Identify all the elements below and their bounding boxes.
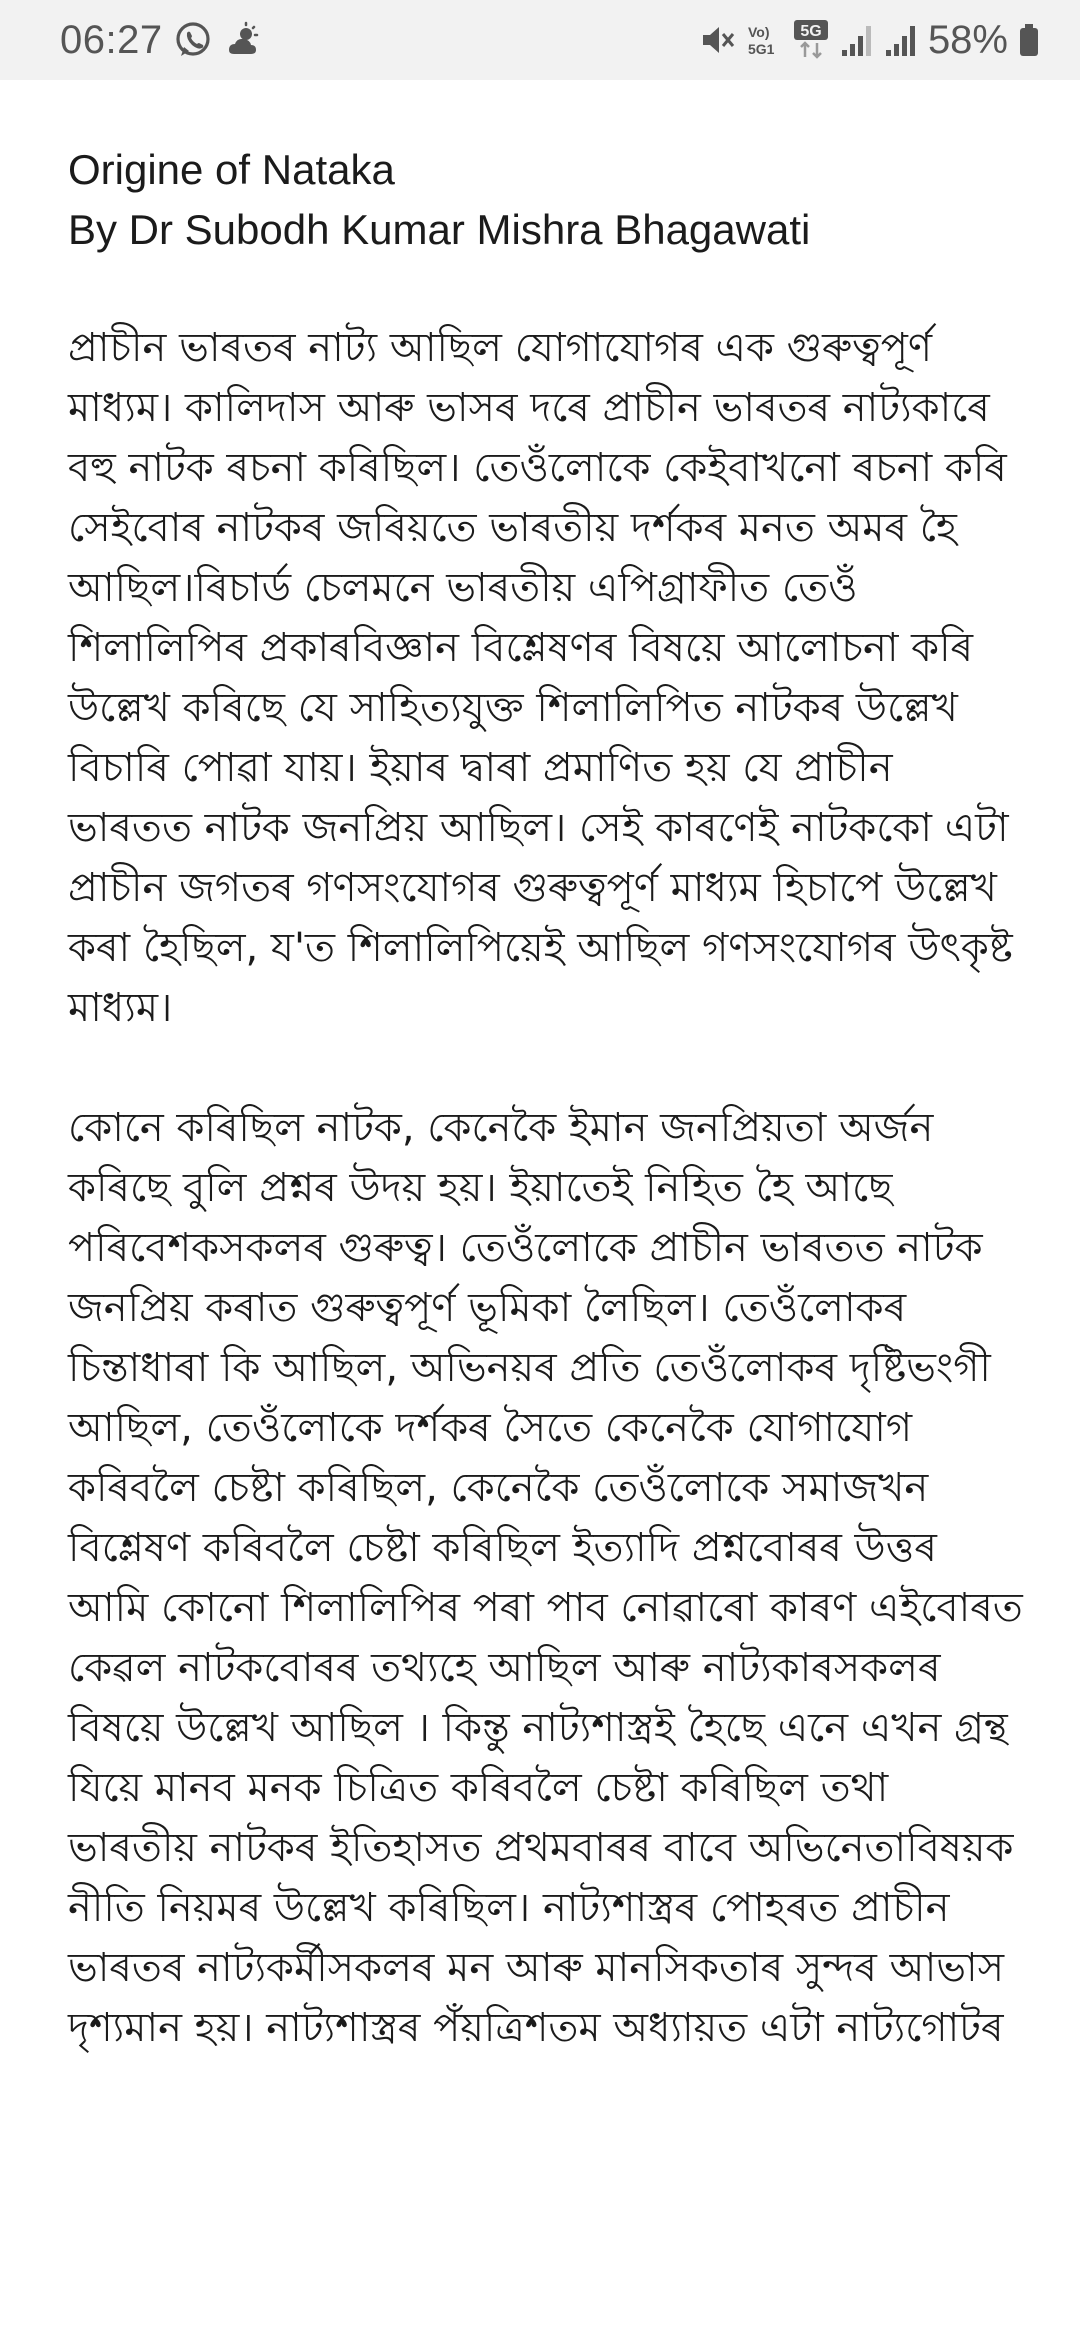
signal-icon [840,20,874,60]
whatsapp-icon [173,20,213,60]
5g-badge-label: 5G [800,23,822,40]
status-bar [0,0,1080,80]
article-title: Origine of Nataka [68,146,395,193]
weather-icon [223,20,263,60]
article-paragraph-1: প্ৰাচীন ভাৰতৰ নাট্য আছিল যোগাযোগৰ এক গুৰুত্বপূৰ্ণ মাধ্যম। কালিদাস আৰু ভাসৰ দৰে প্ৰাচীন ভাৰতৰ নাট্যকাৰে বহু নাটক ৰচনা কৰিছিল। তেওঁলোকে কেইবাখনো ৰচনা কৰি সেইবোৰ নাটকৰ জৰিয়তে ভাৰতীয় দৰ্শকৰ মনত অমৰ হৈ আছিল।ৰিচাৰ্ড চেলমনে ভাৰতীয় এপিগ্ৰাফীত তেওঁ শিলালিপিৰ প্ৰকাৰবিজ্ঞান বিশ্লেষণৰ বিষয়ে আলোচনা কৰি উল্লেখ কৰিছে যে সাহিত্যযুক্ত শিলালিপিত নাটকৰ উল্লেখ বিচাৰি পোৱা যায়। ইয়াৰ দ্বাৰা প্ৰমাণিত হয় যে প্ৰাচীন ভাৰতত নাটক জনপ্ৰিয় আছিল। সেই কাৰণেই নাটককো এটা প্ৰাচীন জগতৰ গণসংযোগৰ গুৰুত্বপূৰ্ণ মাধ্যম হিচাপে উল্লেখ কৰা হৈছিল, য'ত শিলালিপিয়েই আছিল গণসংযোগৰ উৎকৃষ্ট মাধ্যম। [68,325,1013,1031]
volte-label-top: Vo) [747,24,770,40]
article [68,140,1028,2058]
article-byline: By Dr Subodh Kumar Mishra Bhagawati [68,206,811,253]
volte-icon [746,20,782,60]
status-right [698,18,1040,63]
signal-icon [884,20,918,60]
mute-icon [698,21,736,59]
battery-percent: 58% [927,17,1008,62]
volte-label-bottom: 5G1 [747,41,775,57]
status-left [60,18,263,63]
battery-icon [1018,20,1040,60]
5g-icon [792,18,830,62]
article-paragraph-2: কোনে কৰিছিল নাটক, কেনেকৈ ইমান জনপ্ৰিয়তা অৰ্জন কৰিছে বুলি প্ৰশ্নৰ উদয় হয়। ইয়াতেই নিহিত হৈ আছে পৰিবেশকসকলৰ গুৰুত্ব। তেওঁলোকে প্ৰাচীন ভাৰতত নাটক জনপ্ৰিয় কৰাত গুৰুত্বপূৰ্ণ ভূমিকা লৈছিল। তেওঁলোকৰ চিন্তাধাৰা কি আছিল, অভিনয়ৰ প্ৰতি তেওঁলোকৰ দৃষ্টিভংগী আছিল, তেওঁলোকে দৰ্শকৰ সৈতে কেনেকৈ যোগাযোগ কৰিবলৈ চেষ্টা কৰিছিল, কেনেকৈ তেওঁলোকে সমাজখন বিশ্লেষণ কৰিবলৈ চেষ্টা কৰিছিল ইত্যাদি প্ৰশ্নবোৰৰ উত্তৰ আমি কোনো শিলালিপিৰ পৰা পাব নোৱাৰো কাৰণ এইবোৰত কেৱল নাটকবোৰৰ তথ্যহে আছিল আৰু নাট্যকাৰসকলৰ বিষয়ে উল্লেখ আছিল । কিন্তু নাট্যশাস্ত্ৰই হৈছে এনে এখন গ্ৰন্থ যিয়ে মানব মনক চিত্ৰিত কৰিবলৈ চেষ্টা কৰিছিল তথা ভাৰতীয় নাটকৰ ইতিহাসত প্ৰথমবাৰৰ বাবে অভিনেতাবিষয়ক নীতি নিয়মৰ উল্লেখ কৰিছিল। নাট্যশাস্ত্ৰৰ পোহৰত প্ৰাচীন ভাৰতৰ নাট্যকৰ্মীসকলৰ মন আৰু মানসিকতাৰ সুন্দৰ আভাস দৃশ্যমান হয়। নাট্যশাস্ত্ৰৰ পঁয়ত্ৰিশতম অধ্যায়ত এটা নাট্যগোটৰ [68,1105,1023,2051]
status-time: 06:27 [60,17,163,62]
